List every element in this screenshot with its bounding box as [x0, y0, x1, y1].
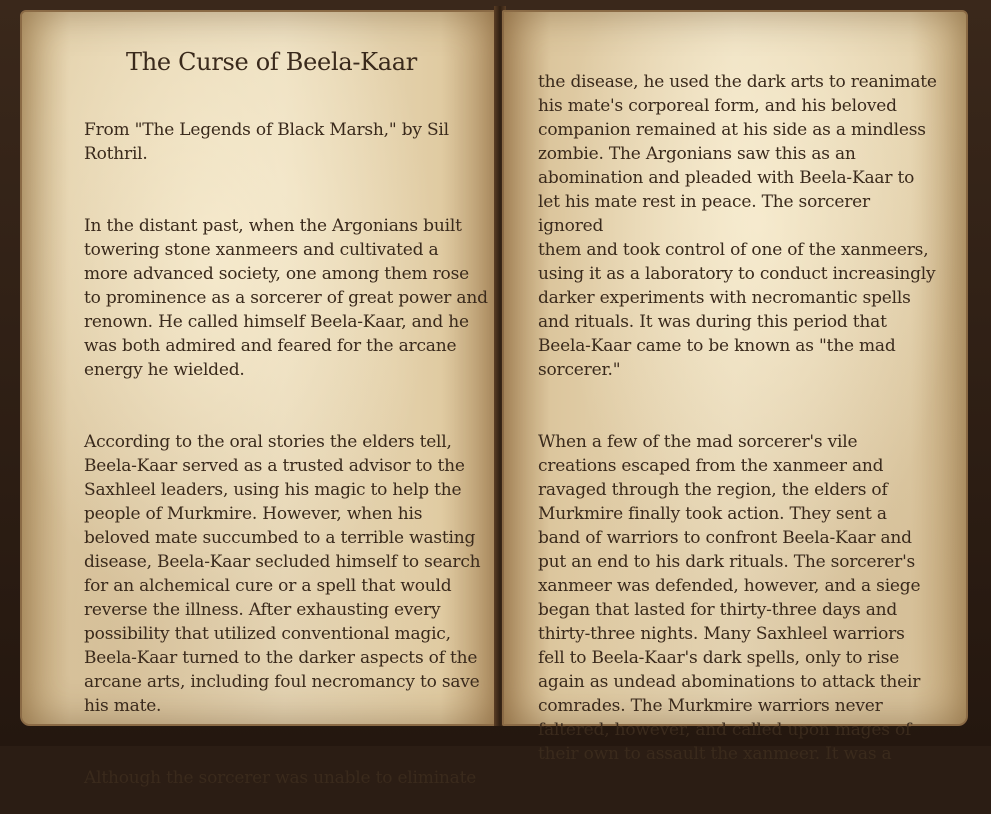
- left-paragraph-3: According to the oral stories the elders tell, Beela-Kaar served as a trusted advisor to the Saxhleel leaders, using his magic to help the people of Murkmire. However, when his beloved mate succumbed to a terrible wasting disease, Beela-Kaar secluded himself to search for an alchemical cure or a spell that would reverse the illness. After exhausting every possibility that utilized conventional magic, Beela-Kaar turned to the darker aspects of the arcane arts, including foul necromancy to save his mate.: [84, 432, 481, 716]
- left-paragraph-2: In the distant past, when the Argonians built towering stone xanmeers and cultivated a more advanced society, one among them rose to prominence as a sorcerer of great power and renown. He called himself Beela-Kaar, and he was both admired and feared for the arcane energy he wielded.: [84, 216, 488, 380]
- left-paragraph-4: Although the sorcerer was unable to eliminate: [84, 768, 477, 788]
- right-page: [502, 10, 968, 764]
- right-paragraph-1: the disease, he used the dark arts to reanimate his mate's corporeal form, and his beloved companion remained at his side as a mindless zombie. The Argonians saw this as an abomination and pleaded with Beela-Kaar to let his mate rest in peace. The sorcerer ignored them and took control of one of the xanmeers, using it as a laboratory to conduct increasingly darker experiments with necromantic spells and rituals. It was during this period that Beela-Kaar came to be known as "the mad sorcerer.": [538, 72, 937, 380]
- book-title: The Curse of Beela-Kaar: [126, 48, 417, 76]
- right-paragraph-2: When a few of the mad sorcerer's vile creations escaped from the xanmeer and ravaged through the region, the elders of Murkmire finally took action. They sent a band of warriors to confront Beela-Kaar and put an end to his dark rituals. The sorcerer's xanmeer was defended, however, and a siege began that lasted for thirty-three days and thirty-three nights. Many Saxhleel warriors fell to Beela-Kaar's dark spells, only to rise again as undead abominations to attack their comrades. The Murkmire warriors never faltered, however, and called upon mages of their own to assault the xanmeer. It was a: [538, 432, 921, 764]
- left-paragraph-1: From "The Legends of Black Marsh," by Sil Rothril.: [84, 120, 449, 164]
- left-page: [20, 10, 500, 788]
- left-page-text: [84, 94, 494, 814]
- right-page-text: [538, 46, 938, 790]
